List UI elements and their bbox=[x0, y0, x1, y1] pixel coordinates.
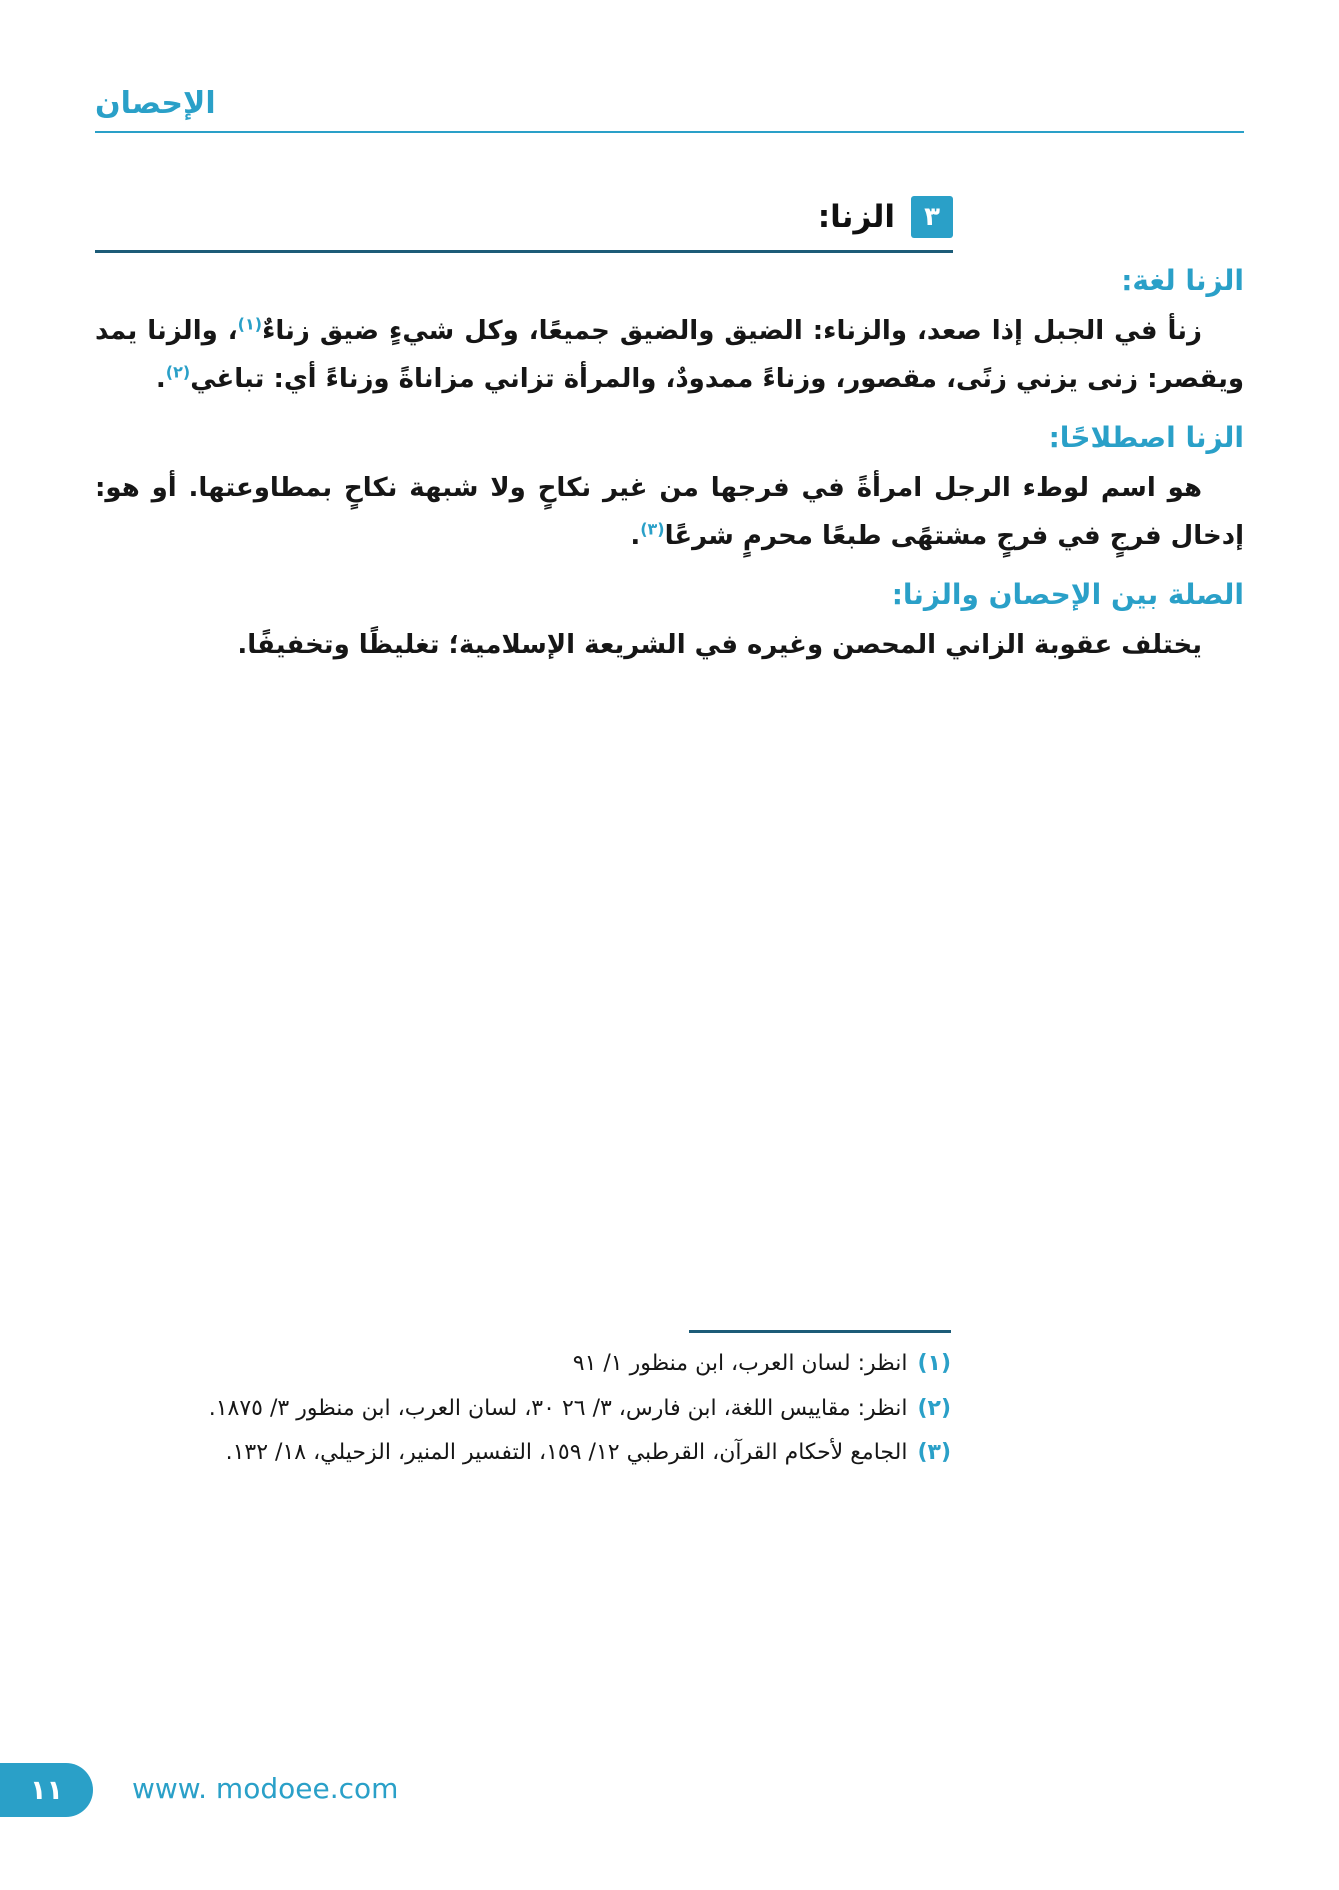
main-content bbox=[95, 260, 1244, 669]
paragraph-text: هو اسم لوطء الرجل امرأةً في فرجها من غير نكاحٍ ولا شبهة نكاحٍ بمطاوعتها. أو هو: إدخال فرجٍ في فرجٍ مشتهًى طبعًا محرمٍ شرعًا bbox=[95, 473, 1244, 552]
running-header-title: الإحصان bbox=[95, 86, 216, 121]
website-link[interactable]: www. modoee.com bbox=[132, 1772, 399, 1805]
footnote-ref-3: (٣) bbox=[640, 519, 665, 539]
subheading-zina-language: الزنا لغة: bbox=[1121, 264, 1244, 297]
paragraph-zina-language bbox=[95, 307, 1244, 403]
section-number-badge bbox=[911, 196, 953, 238]
page-number-pill bbox=[0, 1763, 93, 1817]
paragraph-text: ، والزنا يمد ويقصر: زنى يزني زنًى، مقصور، وزناءً ممدودٌ، والمرأة تزاني مزاناةً وزناءً أي: تباغي bbox=[95, 316, 1244, 395]
page-number: ١١ bbox=[30, 1774, 63, 1806]
footnote-1-text: انظر: لسان العرب، ابن منظور ١/ ٩١ bbox=[572, 1351, 908, 1376]
footnote-3-marker: (٣) bbox=[917, 1440, 951, 1465]
footnote-2-text: انظر: مقاييس اللغة، ابن فارس، ٣/ ٢٦ ٣٠، لسان العرب، ابن منظور ٣/ ١٨٧٥. bbox=[208, 1395, 908, 1421]
section-heading bbox=[95, 196, 953, 253]
subheading-relation-ihsan-zina: الصلة بين الإحصان والزنا: bbox=[891, 578, 1244, 612]
footnotes-section bbox=[50, 1330, 951, 1479]
page-header bbox=[95, 86, 1244, 133]
footnote-2-marker: (٢) bbox=[917, 1395, 951, 1421]
footnote-2 bbox=[50, 1390, 951, 1429]
footnote-1-marker: (١) bbox=[917, 1351, 951, 1376]
footnote-ref-1: (١) bbox=[237, 314, 263, 334]
paragraph-text: . bbox=[630, 521, 641, 552]
footnote-3-text: الجامع لأحكام القرآن، القرطبي ١٢/ ١٥٩، التفسير المنير، الزحيلي، ١٨/ ١٣٢. bbox=[225, 1440, 908, 1465]
paragraph-text: زنأ في الجبل إذا صعد، والزناء: الضيق والضيق جميعًا، وكل شيءٍ ضيق زناءٌ bbox=[262, 316, 1202, 346]
section-number: ٣ bbox=[924, 202, 940, 232]
footnote-ref-2: (٢) bbox=[165, 362, 191, 382]
paragraph-text: . bbox=[155, 364, 166, 395]
subheading-zina-terminology: الزنا اصطلاحًا: bbox=[1048, 421, 1244, 455]
paragraph-zina-terminology bbox=[95, 464, 1244, 560]
footnote-1 bbox=[50, 1345, 951, 1384]
section-title: الزنا: bbox=[817, 199, 895, 235]
footnote-separator-rule bbox=[689, 1330, 951, 1333]
paragraph-relation-ihsan-zina: يختلف عقوبة الزاني المحصن وغيره في الشريعة الإسلامية؛ تغليظًا وتخفيفًا. bbox=[237, 630, 1202, 661]
footnote-3 bbox=[50, 1434, 951, 1473]
